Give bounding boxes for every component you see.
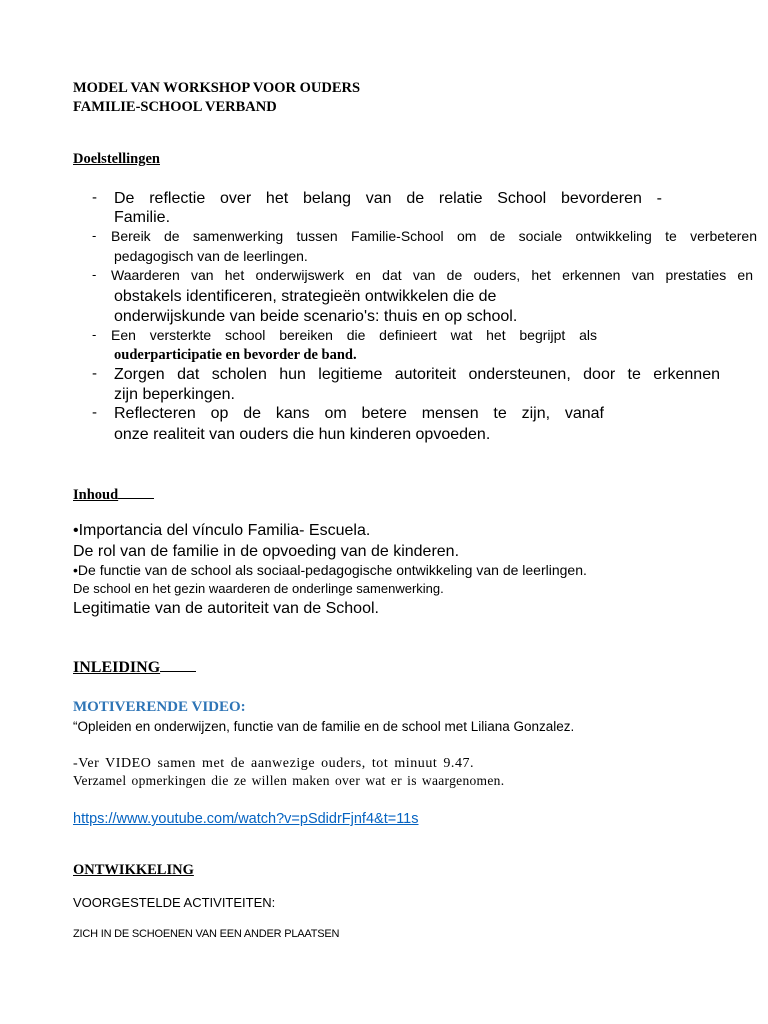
objective-1-line1: De reflectie over het belang van de relatie School bevorderen - [114, 190, 662, 207]
objective-6-line2: onze realiteit van ouders die hun kinderen opvoeden. [114, 426, 491, 443]
objective-6-line1: Reflecteren op de kans om betere mensen te zijn, vanaf [114, 405, 604, 422]
document-title-line2: FAMILIE-SCHOOL VERBAND [73, 99, 277, 115]
heading-underline [118, 484, 154, 499]
inhoud-line-4: De school en het gezin waarderen de onderlinge samenwerking. [73, 581, 444, 596]
inhoud-line-1: •Importancia del vínculo Familia- Escuela. [73, 522, 371, 539]
document-title-line1: MODEL VAN WORKSHOP VOOR OUDERS [73, 80, 361, 96]
objective-2-line2: pedagogisch van de leerlingen. [114, 248, 308, 264]
inhoud-line-5: Legitimatie van de autoriteit van de School. [73, 600, 379, 617]
inleiding-heading [73, 657, 196, 677]
video-title: MOTIVERENDE VIDEO: [73, 699, 246, 715]
inhoud-line-3: •De functie van de school als sociaal-pedagogische ontwikkeling van de leerlingen. [73, 562, 587, 578]
bullet-dash: - [92, 267, 97, 282]
doelstellingen-heading: Doelstellingen [73, 151, 160, 167]
bullet-dash: - [92, 189, 97, 206]
activity-title: ZICH IN DE SCHOENEN VAN EEN ANDER PLAATSEN [73, 928, 340, 940]
objective-5-line2: zijn beperkingen. [114, 386, 235, 403]
objective-5-line1: Zorgen dat scholen hun legitieme autoriteit ondersteunen, door te erkennen [114, 366, 720, 383]
inhoud-line-2: De rol van de familie in de opvoeding van de kinderen. [73, 543, 460, 560]
video-description: “Opleiden en onderwijzen, functie van de familie en de school met Liliana Gonzalez. [73, 719, 575, 734]
bullet-dash: - [92, 228, 97, 243]
objective-3-line3: onderwijskunde van beide scenario's: thuis en op school. [114, 308, 518, 325]
youtube-link[interactable]: https://www.youtube.com/watch?v=pSdidrFjnf4&t=11s [73, 811, 419, 827]
objective-4-line1: Een versterkte school bereiken die definieert wat het begrijpt als [111, 327, 597, 343]
inhoud-heading [73, 484, 160, 504]
video-instruction-2: Verzamel opmerkingen die ze willen maken over wat er is waargenomen. [73, 773, 505, 788]
objective-4-line2: ouderparticipatie en bevorder de band. [114, 347, 357, 363]
video-instruction-1: -Ver VIDEO samen met de aanwezige ouders, tot minuut 9.47. [73, 756, 475, 771]
inleiding-heading-text: INLEIDING [73, 659, 161, 676]
objective-3-line2: obstakels identificeren, strategieën ontwikkelen die de [114, 288, 497, 305]
objective-1-line2: Familie. [114, 209, 171, 226]
ontwikkeling-heading: ONTWIKKELING [73, 862, 194, 878]
activities-subheading: VOORGESTELDE ACTIVITEITEN: [73, 895, 276, 910]
bullet-dash: - [92, 404, 97, 421]
inhoud-heading-text: Inhoud [73, 487, 119, 503]
heading-underline [160, 657, 196, 672]
objective-3-line1: Waarderen van het onderwijswerk en dat van de ouders, het erkennen van prestaties en [111, 267, 753, 283]
objective-2-line1: Bereik de samenwerking tussen Familie-School om de sociale ontwikkeling te verbeteren [111, 228, 757, 244]
bullet-dash: - [92, 327, 97, 342]
bullet-dash: - [92, 365, 97, 382]
